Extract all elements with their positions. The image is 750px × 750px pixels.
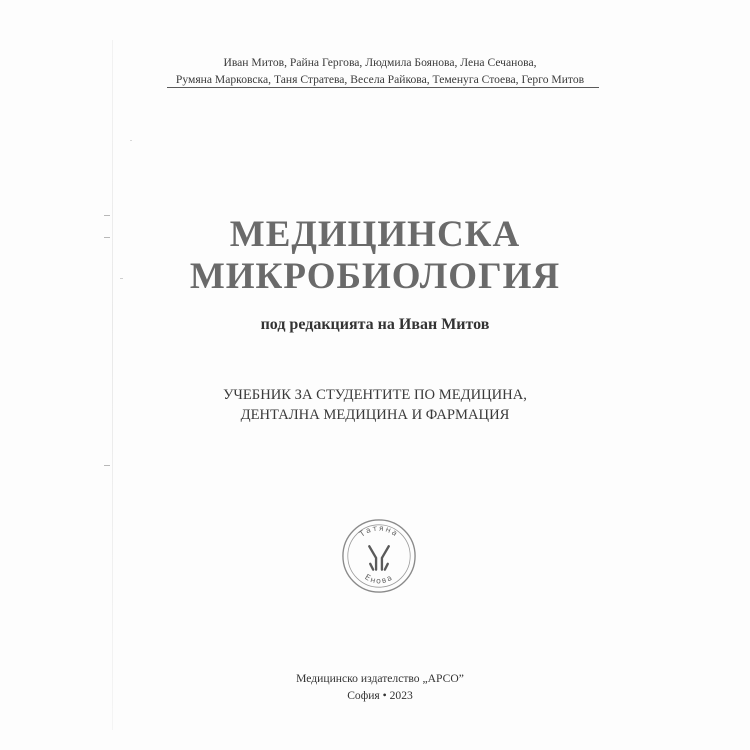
book-title-line-2: МИКРОБИОЛОГИЯ: [189, 256, 561, 297]
book-subtitle-line-2: ДЕНТАЛНА МЕДИЦИНА И ФАРМАЦИЯ: [240, 407, 510, 423]
book-title: [150, 214, 600, 298]
svg-text:Татяна: [357, 524, 400, 540]
scan-edge-line: [112, 40, 113, 730]
authors-line-2: Румяна Марковска, Таня Стратева, Весела Райкова, Теменуга Стоева, Герго Митов: [175, 73, 585, 86]
scan-mark: [130, 140, 132, 141]
owner-stamp-icon: [340, 517, 418, 595]
publisher-info: [250, 670, 510, 704]
book-subtitle-line-1: УЧЕБНИК ЗА СТУДЕНТИТЕ ПО МЕДИЦИНА,: [223, 387, 527, 403]
scan-mark: [104, 215, 110, 216]
scan-mark: [120, 278, 123, 279]
publisher-city-year: София • 2023: [347, 689, 413, 702]
scan-mark: [104, 465, 110, 466]
publisher-name: Медицинско издателство „АРСО”: [296, 672, 464, 685]
authors-list: [160, 54, 600, 88]
authors-divider: [167, 87, 599, 88]
editor-line: под редакцията на Иван Митов: [260, 316, 490, 333]
scan-mark: [104, 237, 110, 238]
stamp-top-text: Татяна: [357, 523, 401, 539]
stamp-bottom-text: Енова: [363, 572, 395, 586]
book-subtitle: [150, 385, 600, 425]
svg-text:Енова: [363, 572, 395, 585]
book-title-line-1: МЕДИЦИНСКА: [229, 214, 521, 255]
authors-line-1: Иван Митов, Райна Гергова, Людмила Боянова, Лена Сечанова,: [223, 56, 537, 69]
